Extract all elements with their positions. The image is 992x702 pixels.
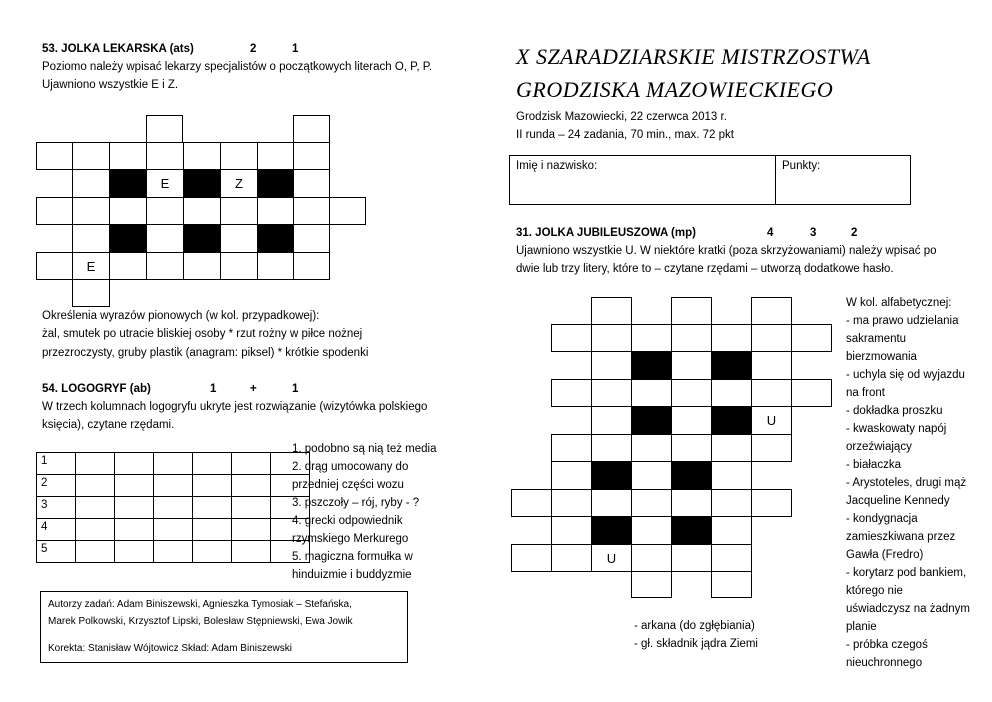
puzzle-53-clue: przezroczysty, gruby plastik (anagram: piksel) * krótkie spodenki	[42, 347, 369, 359]
grid-cell[interactable]	[631, 489, 672, 517]
grid-cell[interactable]	[631, 379, 672, 407]
grid-cell[interactable]	[146, 224, 184, 253]
side-clue: orzeźwiający	[846, 441, 912, 453]
grid-cell[interactable]	[591, 297, 632, 325]
side-clue: którego nie	[846, 585, 903, 597]
logogriph-cell[interactable]	[232, 519, 271, 541]
grid-cell[interactable]	[72, 142, 110, 170]
side-clue: bierzmowania	[846, 351, 917, 363]
logogriph-cell[interactable]	[154, 497, 193, 519]
black-cell	[711, 406, 752, 435]
grid-cell[interactable]	[711, 516, 752, 545]
grid-cell[interactable]	[751, 351, 792, 380]
grid-cell[interactable]	[551, 434, 592, 462]
side-clue: Jacqueline Kennedy	[846, 495, 950, 507]
grid-cell[interactable]	[72, 197, 110, 225]
grid-cell[interactable]	[511, 489, 552, 517]
row-number: 5	[37, 541, 76, 563]
logogriph-row	[37, 497, 310, 519]
logogriph-cell[interactable]	[115, 497, 154, 519]
row-number: 3	[37, 497, 76, 519]
grid-cell[interactable]	[72, 224, 110, 253]
logogriph-table	[36, 452, 310, 563]
grid-cell[interactable]	[293, 197, 330, 225]
logogriph-cell[interactable]	[232, 475, 271, 497]
grid-cell[interactable]	[109, 197, 147, 225]
puzzle-31-points-c: 2	[851, 227, 858, 239]
grid-cell[interactable]	[751, 324, 792, 352]
grid-cell[interactable]	[631, 544, 672, 572]
grid-cell[interactable]	[751, 489, 792, 517]
grid-cell[interactable]	[711, 461, 752, 490]
side-clue: zamieszkiwana przez	[846, 531, 956, 543]
puzzle-53-instruction: Ujawniono wszystkie E i Z.	[42, 79, 179, 91]
grid-cell[interactable]	[671, 544, 712, 572]
logogriph-cell[interactable]	[76, 497, 115, 519]
side-clue: Gawła (Fredro)	[846, 549, 924, 561]
puzzle-31-points-a: 4	[767, 227, 774, 239]
side-clue: - kwaskowaty napój	[846, 423, 947, 435]
puzzle-54-points-b: 1	[292, 383, 299, 395]
grid-cell[interactable]	[183, 142, 221, 170]
puzzle-31-clue: - arkana (do zgłębiania)	[634, 620, 755, 632]
credits-authors: Marek Polkowski, Krzysztof Lipski, Bolesław Stępniewski, Ewa Jowik	[48, 616, 353, 627]
puzzle-31-clue: - gł. składnik jądra Ziemi	[634, 638, 758, 650]
logogriph-cell[interactable]	[193, 541, 232, 563]
puzzle-54-heading: 54. LOGOGRYF (ab)	[42, 383, 151, 395]
grid-cell[interactable]	[631, 324, 672, 352]
black-cell	[183, 224, 221, 253]
grid-cell[interactable]	[591, 379, 632, 407]
grid-cell-letter-e[interactable]: E	[72, 252, 110, 280]
grid-cell[interactable]	[72, 169, 110, 198]
logogriph-cell[interactable]	[115, 541, 154, 563]
black-cell	[591, 516, 632, 545]
logogriph-row	[37, 475, 310, 497]
grid-cell[interactable]	[109, 142, 147, 170]
grid-cell[interactable]	[293, 142, 330, 170]
puzzle-31-points-b: 3	[810, 227, 817, 239]
logogriph-cell[interactable]	[232, 453, 271, 475]
puzzle-31-side-clues	[846, 294, 970, 672]
logogriph-cell[interactable]	[193, 453, 232, 475]
side-clue: na front	[846, 387, 885, 399]
grid-cell-letter-z[interactable]: Z	[220, 169, 258, 198]
logogriph-cell[interactable]	[193, 519, 232, 541]
page-title: X SZARADZIARSKIE MISTRZOSTWA	[516, 44, 871, 69]
grid-cell[interactable]	[671, 434, 712, 462]
grid-cell[interactable]	[751, 297, 792, 325]
logogriph-cell[interactable]	[115, 453, 154, 475]
puzzle-54-instruction: W trzech kolumnach logogryfu ukryte jest rozwiązanie (wizytówka polskiego	[42, 401, 428, 413]
grid-cell[interactable]	[36, 252, 73, 280]
puzzle-54-clue: 2. drąg umocowany do	[292, 461, 409, 473]
black-cell	[631, 406, 672, 435]
grid-cell[interactable]	[551, 516, 592, 545]
grid-cell[interactable]	[551, 544, 592, 572]
logogriph-cell[interactable]	[115, 519, 154, 541]
grid-cell[interactable]	[220, 197, 258, 225]
black-cell	[183, 169, 221, 198]
puzzle-31-instruction: Ujawniono wszystkie U. W niektóre kratki (poza skrzyżowaniami) należy wpisać po	[516, 245, 937, 257]
side-clue: - próbka czegoś	[846, 639, 928, 651]
black-cell	[257, 169, 294, 198]
puzzle-54-points-plus: +	[250, 383, 257, 395]
logogriph-cell[interactable]	[76, 475, 115, 497]
box-divider	[775, 155, 776, 205]
points-field-label: Punkty:	[782, 160, 821, 172]
logogriph-cell[interactable]	[232, 497, 271, 519]
side-clue: - kondygnacja	[846, 513, 918, 525]
name-field-label: Imię i nazwisko:	[516, 160, 598, 172]
row-number: 4	[37, 519, 76, 541]
grid-cell[interactable]	[671, 406, 712, 435]
grid-cell[interactable]	[591, 434, 632, 462]
grid-cell[interactable]	[711, 324, 752, 352]
puzzle-53-clues-title: Określenia wyrazów pionowych (w kol. przypadkowej):	[42, 310, 320, 322]
grid-cell[interactable]	[329, 197, 366, 225]
side-clue: planie	[846, 621, 877, 633]
logogriph-cell[interactable]	[76, 541, 115, 563]
black-cell	[711, 351, 752, 380]
grid-cell[interactable]	[146, 197, 184, 225]
logogriph-cell[interactable]	[193, 475, 232, 497]
logogriph-cell[interactable]	[154, 453, 193, 475]
grid-cell[interactable]	[257, 142, 294, 170]
puzzle-54-clue: 3. pszczoły – rój, ryby - ?	[292, 497, 420, 509]
logogriph-row	[37, 453, 310, 475]
grid-cell[interactable]	[551, 489, 592, 517]
black-cell	[257, 224, 294, 253]
grid-cell[interactable]	[671, 297, 712, 325]
grid-cell[interactable]	[36, 142, 73, 170]
side-clue: - korytarz pod bankiem,	[846, 567, 967, 579]
round-info: II runda – 24 zadania, 70 min., max. 72 pkt	[516, 129, 734, 141]
grid-cell[interactable]	[711, 544, 752, 572]
grid-cell-letter-e[interactable]: E	[146, 169, 184, 198]
grid-cell[interactable]	[711, 434, 752, 462]
black-cell	[631, 351, 672, 380]
grid-cell[interactable]	[293, 115, 330, 143]
grid-cell[interactable]	[551, 379, 592, 407]
grid-cell[interactable]	[631, 516, 672, 545]
grid-cell[interactable]	[257, 197, 294, 225]
logogriph-cell[interactable]	[76, 453, 115, 475]
logogriph-cell[interactable]	[154, 475, 193, 497]
grid-cell[interactable]	[36, 197, 73, 225]
grid-cell[interactable]	[257, 252, 294, 280]
grid-cell[interactable]	[591, 489, 632, 517]
grid-cell[interactable]	[511, 544, 552, 572]
grid-cell[interactable]	[293, 169, 330, 198]
grid-cell[interactable]	[671, 489, 712, 517]
grid-cell[interactable]	[146, 142, 184, 170]
logogriph-cell[interactable]	[193, 497, 232, 519]
grid-cell[interactable]	[671, 351, 712, 380]
grid-cell[interactable]	[551, 324, 592, 352]
puzzle-31-heading: 31. JOLKA JUBILEUSZOWA (mp)	[516, 227, 696, 239]
puzzle-54-clue: hinduizmie i buddyzmie	[292, 569, 412, 581]
credits-authors: Autorzy zadań: Adam Biniszewski, Agnieszka Tymosiak – Stefańska,	[48, 599, 352, 610]
side-clue: - białaczka	[846, 459, 901, 471]
row-number: 2	[37, 475, 76, 497]
grid-cell[interactable]	[631, 434, 672, 462]
logogriph-cell[interactable]	[154, 541, 193, 563]
side-clue: - ma prawo udzielania	[846, 315, 959, 327]
black-cell	[591, 461, 632, 490]
grid-cell[interactable]	[146, 115, 183, 143]
puzzle-54-clue: 5. magiczna formułka w	[292, 551, 413, 563]
side-clue: - dokładka proszku	[846, 405, 943, 417]
grid-cell[interactable]	[791, 379, 832, 407]
place-date: Grodzisk Mazowiecki, 22 czerwca 2013 r.	[516, 111, 727, 123]
grid-cell[interactable]	[293, 252, 330, 280]
grid-cell[interactable]	[109, 252, 147, 280]
grid-cell[interactable]	[146, 252, 184, 280]
puzzle-53-instruction: Poziomo należy wpisać lekarzy specjalistów o początkowych literach O, P, P.	[42, 61, 433, 73]
side-clue: - uchyla się od wyjazdu	[846, 369, 965, 381]
grid-cell[interactable]	[711, 489, 752, 517]
grid-cell-letter-u[interactable]: U	[751, 406, 792, 435]
grid-cell[interactable]	[183, 252, 221, 280]
puzzle-53-points-a: 2	[250, 43, 257, 55]
grid-cell[interactable]	[293, 224, 330, 253]
side-clue: nieuchronnego	[846, 657, 923, 669]
side-clue: sakramentu	[846, 333, 907, 345]
grid-cell[interactable]	[72, 279, 110, 307]
side-clue: W kol. alfabetycznej:	[846, 297, 952, 309]
grid-cell[interactable]	[220, 142, 258, 170]
grid-cell[interactable]	[711, 379, 752, 407]
puzzle-54-clue: przedniej części wozu	[292, 479, 404, 491]
logogriph-cell[interactable]	[154, 519, 193, 541]
grid-cell[interactable]	[220, 224, 258, 253]
black-cell	[109, 224, 147, 253]
grid-cell[interactable]	[751, 379, 792, 407]
black-cell	[671, 461, 712, 490]
grid-cell[interactable]	[591, 324, 632, 352]
grid-cell[interactable]	[711, 571, 752, 598]
logogriph-row	[37, 541, 310, 563]
puzzle-54-points-a: 1	[210, 383, 217, 395]
puzzle-54-instruction: księcia), czytane rzędami.	[42, 419, 175, 431]
logogriph-row	[37, 519, 310, 541]
black-cell	[671, 516, 712, 545]
grid-cell[interactable]	[551, 461, 592, 490]
grid-cell[interactable]	[591, 406, 632, 435]
credits-correction: Korekta: Stanisław Wójtowicz Skład: Adam Biniszewski	[48, 643, 292, 654]
grid-cell[interactable]	[591, 351, 632, 380]
puzzle-53-heading: 53. JOLKA LEKARSKA (ats)	[42, 43, 194, 55]
grid-cell[interactable]	[631, 571, 672, 598]
puzzle-31-instruction: dwie lub trzy litery, które to – czytane rzędami – utworzą dodatkowe hasło.	[516, 263, 894, 275]
puzzle-53-points-b: 1	[292, 43, 299, 55]
logogriph-cell[interactable]	[115, 475, 154, 497]
grid-cell[interactable]	[671, 324, 712, 352]
grid-cell[interactable]	[183, 197, 221, 225]
grid-cell[interactable]	[671, 379, 712, 407]
black-cell	[109, 169, 147, 198]
page-title: GRODZISKA MAZOWIECKIEGO	[516, 77, 834, 102]
logogriph-cell[interactable]	[76, 519, 115, 541]
side-clue: uświadczysz na żadnym	[846, 603, 970, 615]
logogriph-cell[interactable]	[232, 541, 271, 563]
grid-cell[interactable]	[751, 434, 792, 462]
grid-cell[interactable]	[220, 252, 258, 280]
grid-cell[interactable]	[631, 461, 672, 490]
puzzle-54-clue: rzymskiego Merkurego	[292, 533, 409, 545]
grid-cell-letter-u[interactable]: U	[591, 544, 632, 572]
grid-cell[interactable]	[791, 324, 832, 352]
puzzle-54-clue: 4. grecki odpowiednik	[292, 515, 403, 527]
puzzle-54-clue: 1. podobno są nią też media	[292, 443, 437, 455]
puzzle-53-clue: żal, smutek po utracie bliskiej osoby * rzut rożny w piłce nożnej	[42, 328, 363, 340]
side-clue: - Arystoteles, drugi mąż	[846, 477, 967, 489]
row-number: 1	[37, 453, 76, 475]
